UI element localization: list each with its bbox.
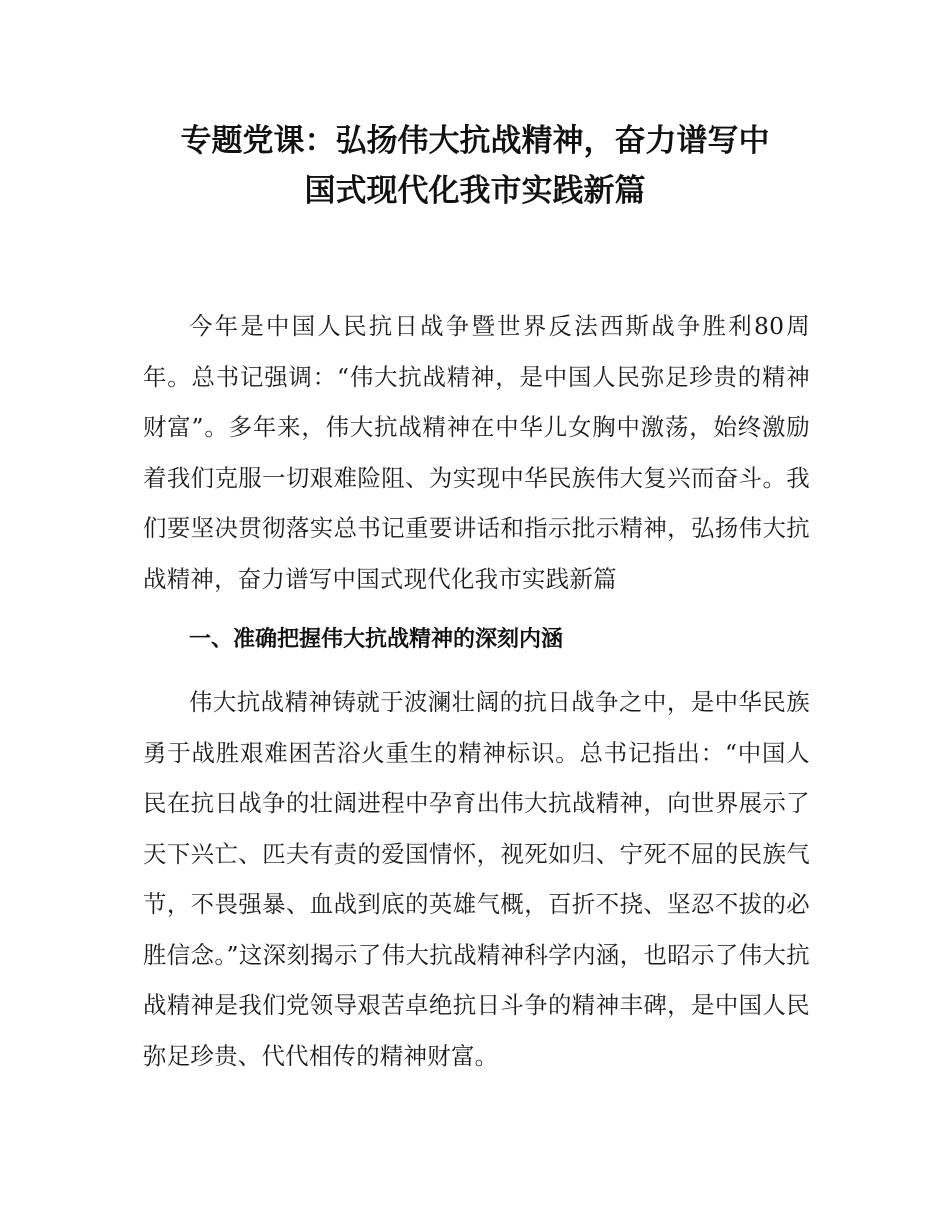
document-title — [140, 116, 810, 216]
title-line-2: 国式现代化我市实践新篇 — [304, 173, 646, 209]
title-line-1: 专题党课：弘扬伟大抗战精神，奋力谱写中 — [180, 123, 770, 159]
intro-paragraph: 今年是中国人民抗日战争暨世界反法西斯战争胜利80周年。总书记强调：“伟大抗战精神，是中国人民弥足珍贵的精神财富”。多年来，伟大抗战精神在中华儿女胸中激荡，始终激励着我们克服一切艰难险阻、为实现中华民族伟大复兴而奋斗。我们要坚决贯彻落实总书记重要讲话和指示批示精神，弘扬伟大抗战精神，奋力谱写中国式现代化我市实践新篇 — [143, 312, 810, 593]
section-heading: 一、准确把握伟大抗战精神的深刻内涵 — [189, 627, 564, 652]
section-paragraph: 伟大抗战精神铸就于波澜壮阔的抗日战争之中，是中华民族勇于战胜艰难困苦浴火重生的精神标识。总书记指出：“中国人民在抗日战争的壮阔进程中孕育出伟大抗战精神，向世界展示了天下兴亡、匹夫有责的爱国情怀，视死如归、宁死不屈的民族气节，不畏强暴、血战到底的英雄气概，百折不挠、坚忍不拔的必胜信念。”这深刻揭示了伟大抗战精神科学内涵，也昭示了伟大抗战精神是我们党领导艰苦卓绝抗日斗争的精神丰碑，是中国人民弥足珍贵、代代相传的精神财富。 — [143, 688, 810, 1070]
